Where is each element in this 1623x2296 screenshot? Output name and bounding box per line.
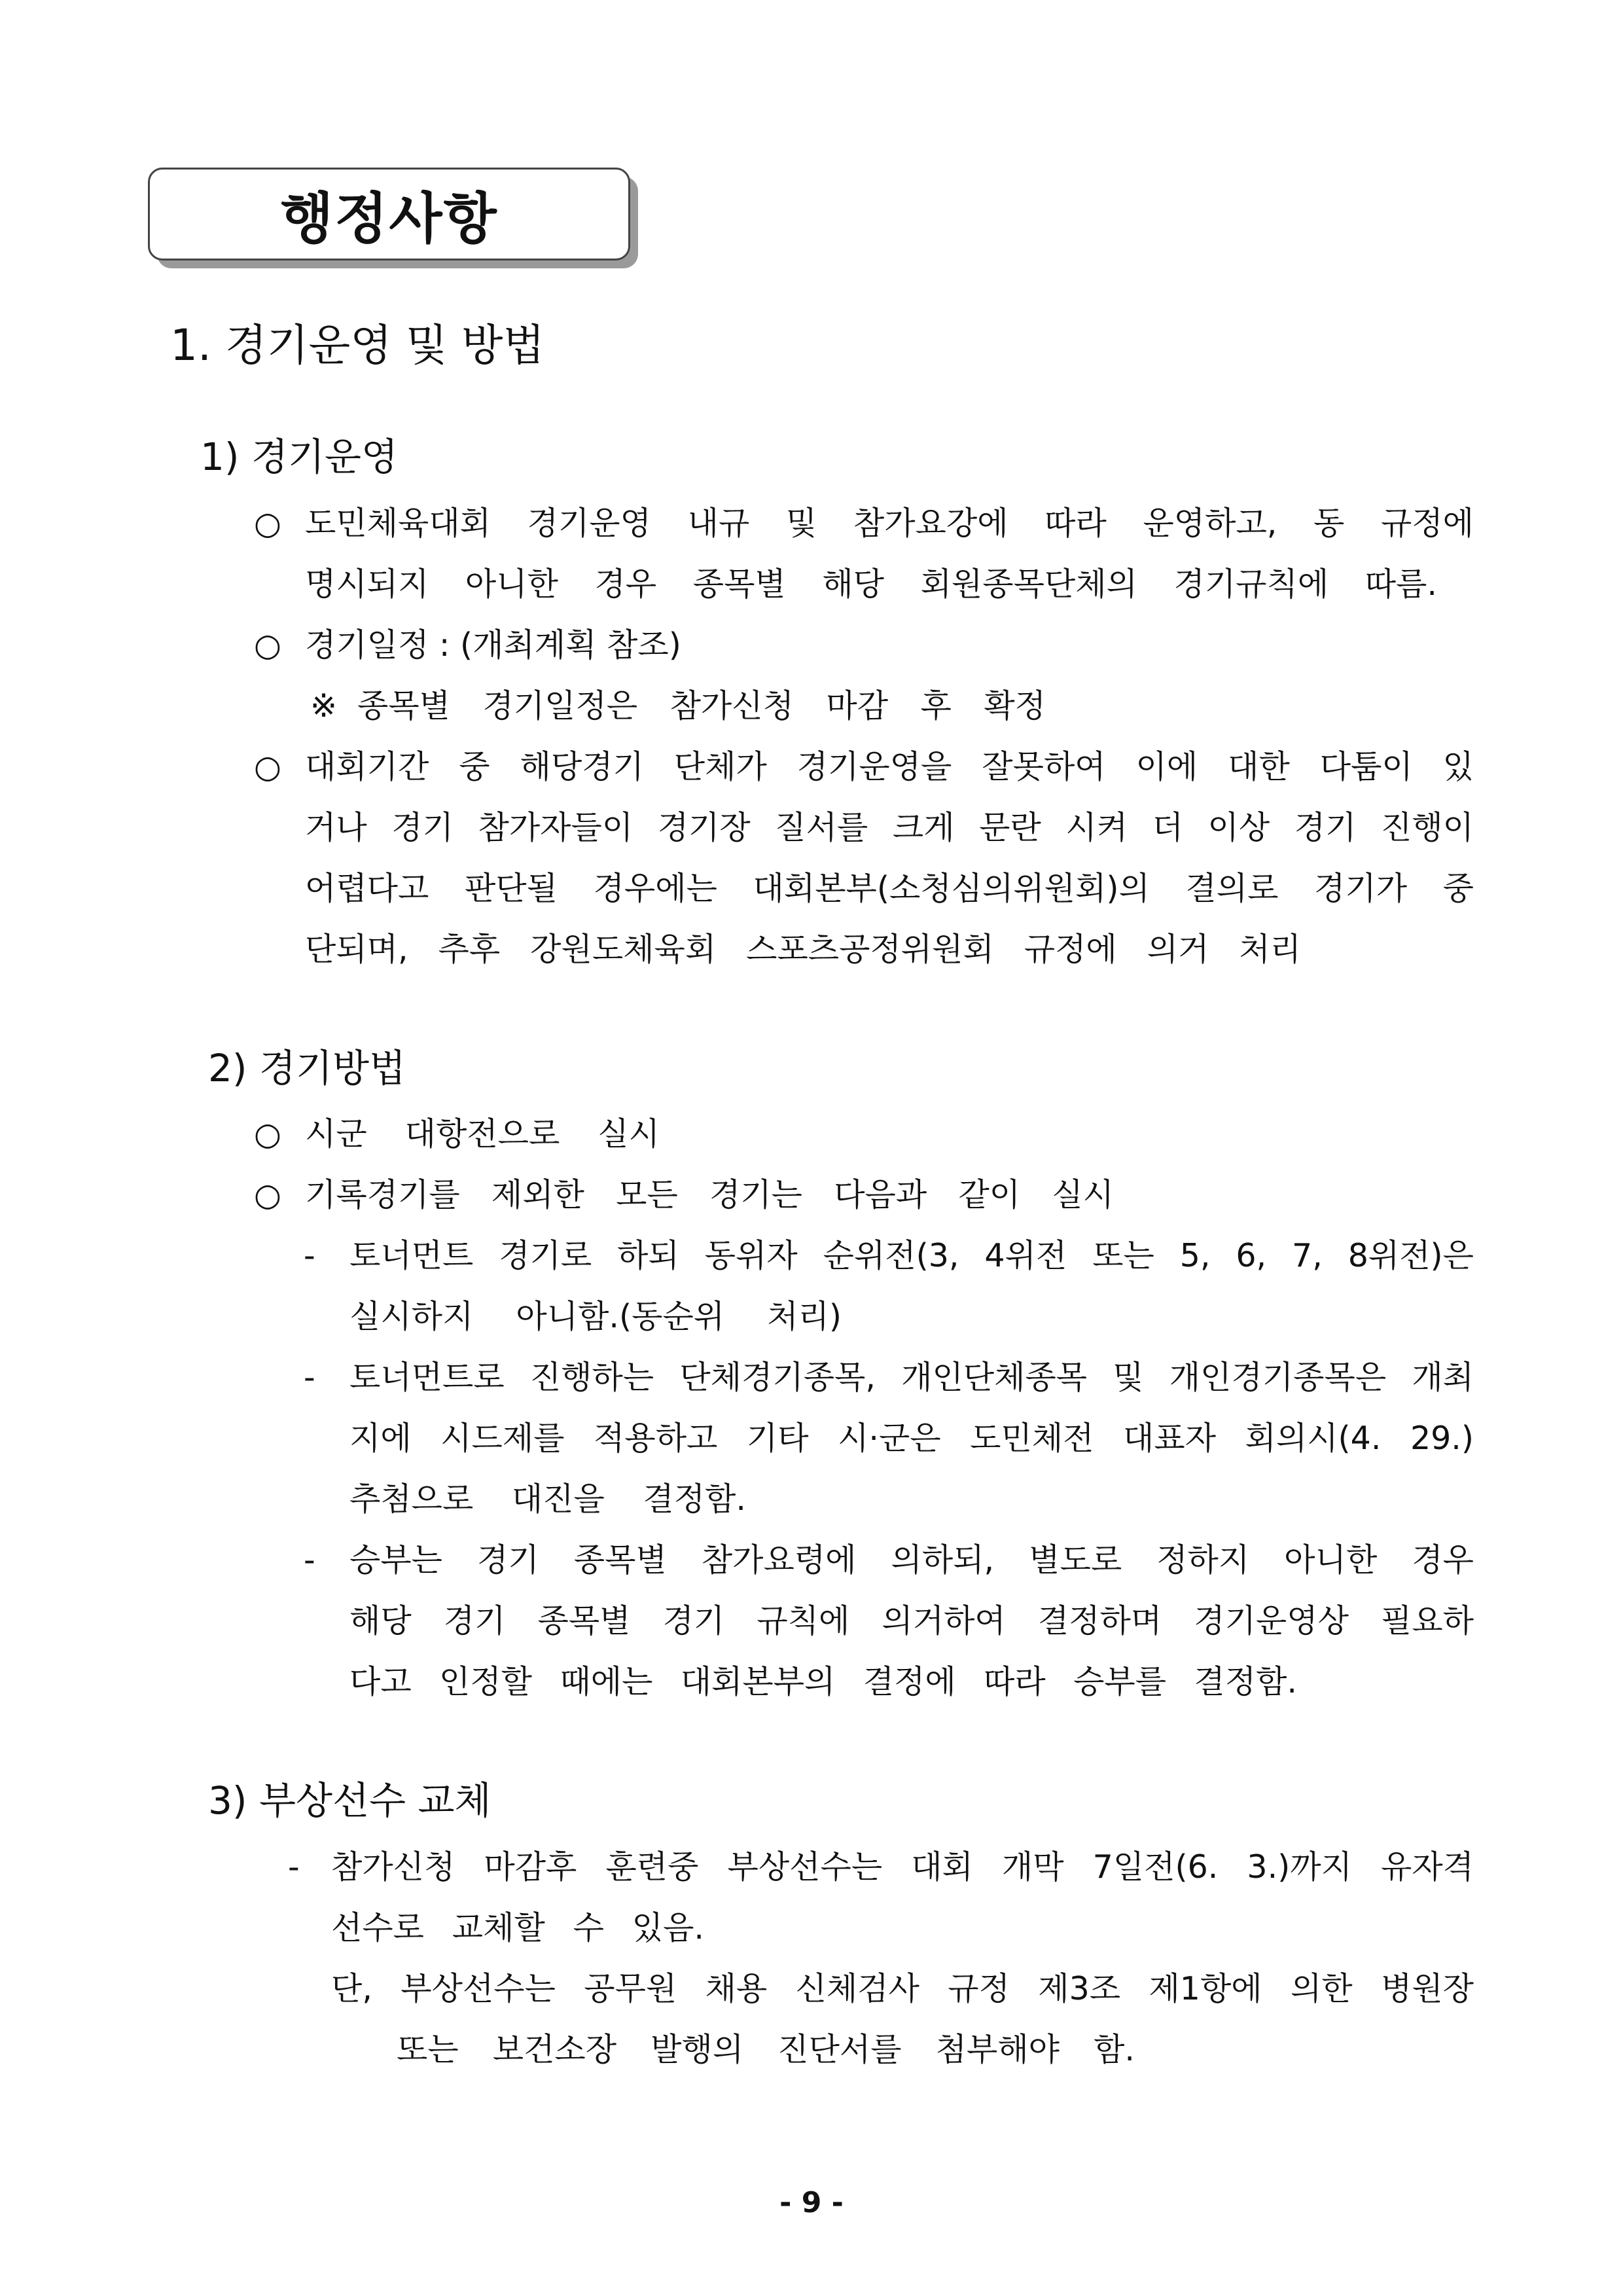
title-box bbox=[148, 168, 630, 260]
sub2-dash2-line3: 추첨으로 대진을 결정함. bbox=[349, 1480, 746, 1518]
sub3-dash1-line1: 참가신청 마감후 훈련중 부상선수는 대회 개막 7일전(6. 3.)까지 유자격 bbox=[331, 1848, 1474, 1886]
sub1-bullet3-line1: 대회기간 중 해당경기 단체가 경기운영을 잘못하여 이에 대한 다툼이 있 bbox=[305, 748, 1474, 785]
sub2-dash3-line2: 해당 경기 종목별 경기 규칙에 의거하여 결정하며 경기운영상 필요하 bbox=[349, 1602, 1474, 1640]
bullet-circle-icon: ○ bbox=[254, 1116, 281, 1153]
subsection-heading-3: 3) 부상선수 교체 bbox=[208, 1778, 491, 1823]
sub1-bullet2-note: 종목별 경기일정은 참가신청 마감 후 확정 bbox=[357, 687, 1046, 725]
page-title: 행정사항 bbox=[280, 186, 498, 251]
dash-marker: - bbox=[304, 1541, 315, 1579]
sub1-bullet3-line4: 단되며, 추후 강원도체육회 스포츠공정위원회 규정에 의거 처리 bbox=[305, 931, 1301, 968]
bullet-circle-icon: ○ bbox=[254, 627, 281, 664]
sub1-bullet3-line3: 어렵다고 판단될 경우에는 대회본부(소청심의위원회)의 결의로 경기가 중 bbox=[305, 870, 1474, 907]
sub2-dash2-line2: 지에 시드제를 적용하고 기타 시·군은 도민체전 대표자 회의시(4. 29.) bbox=[349, 1420, 1474, 1457]
sub1-bullet3-line2: 거나 경기 참가자들이 경기장 질서를 크게 문란 시켜 더 이상 경기 진행이 bbox=[305, 809, 1474, 846]
sub1-bullet2-line1: 경기일정 : (개최계획 참조) bbox=[305, 626, 681, 664]
bullet-circle-icon: ○ bbox=[254, 505, 281, 542]
sub2-dash1-line2: 실시하지 아니함.(동순위 처리) bbox=[349, 1298, 842, 1335]
sub2-dash3-line1: 승부는 경기 종목별 참가요령에 의하되, 별도로 정하지 아니한 경우 bbox=[349, 1541, 1474, 1579]
dash-marker: - bbox=[288, 1848, 300, 1886]
dash-marker: - bbox=[304, 1359, 315, 1396]
reference-mark-icon: ※ bbox=[310, 687, 338, 725]
page-number: - 9 - bbox=[779, 2186, 844, 2219]
sub1-bullet1-line2: 명시되지 아니한 경우 종목별 해당 회원종목단체의 경기규칙에 따름. bbox=[305, 565, 1437, 603]
subsection-heading-1: 1) 경기운영 bbox=[200, 435, 399, 479]
sub2-bullet1-line1: 시군 대항전으로 실시 bbox=[305, 1115, 660, 1153]
sub3-dash1-line3: 단, 부상선수는 공무원 채용 신체검사 규정 제3조 제1항에 의한 병원장 bbox=[331, 1970, 1474, 2007]
sub1-bullet1-line1: 도민체육대회 경기운영 내규 및 참가요강에 따라 운영하고, 동 규정에 bbox=[305, 505, 1474, 542]
bullet-circle-icon: ○ bbox=[254, 749, 281, 785]
subsection-heading-2: 2) 경기방법 bbox=[208, 1046, 406, 1090]
sub3-dash1-line2: 선수로 교체할 수 있음. bbox=[331, 1909, 704, 1946]
sub2-dash2-line1: 토너먼트로 진행하는 단체경기종목, 개인단체종목 및 개인경기종목은 개최 bbox=[349, 1359, 1474, 1396]
bullet-circle-icon: ○ bbox=[254, 1177, 281, 1213]
sub2-dash1-line1: 토너먼트 경기로 하되 동위자 순위전(3, 4위전 또는 5, 6, 7, 8위전)은 bbox=[349, 1237, 1474, 1274]
sub3-dash1-line4: 또는 보건소장 발행의 진단서를 첨부해야 함. bbox=[397, 2031, 1135, 2068]
sub2-dash3-line3: 다고 인정할 때에는 대회본부의 결정에 따라 승부를 결정함. bbox=[349, 1663, 1297, 1700]
dash-marker: - bbox=[304, 1237, 315, 1274]
section-heading-1: 1. 경기운영 및 방법 bbox=[170, 320, 545, 370]
sub2-bullet2-line1: 기록경기를 제외한 모든 경기는 다음과 같이 실시 bbox=[305, 1176, 1114, 1213]
